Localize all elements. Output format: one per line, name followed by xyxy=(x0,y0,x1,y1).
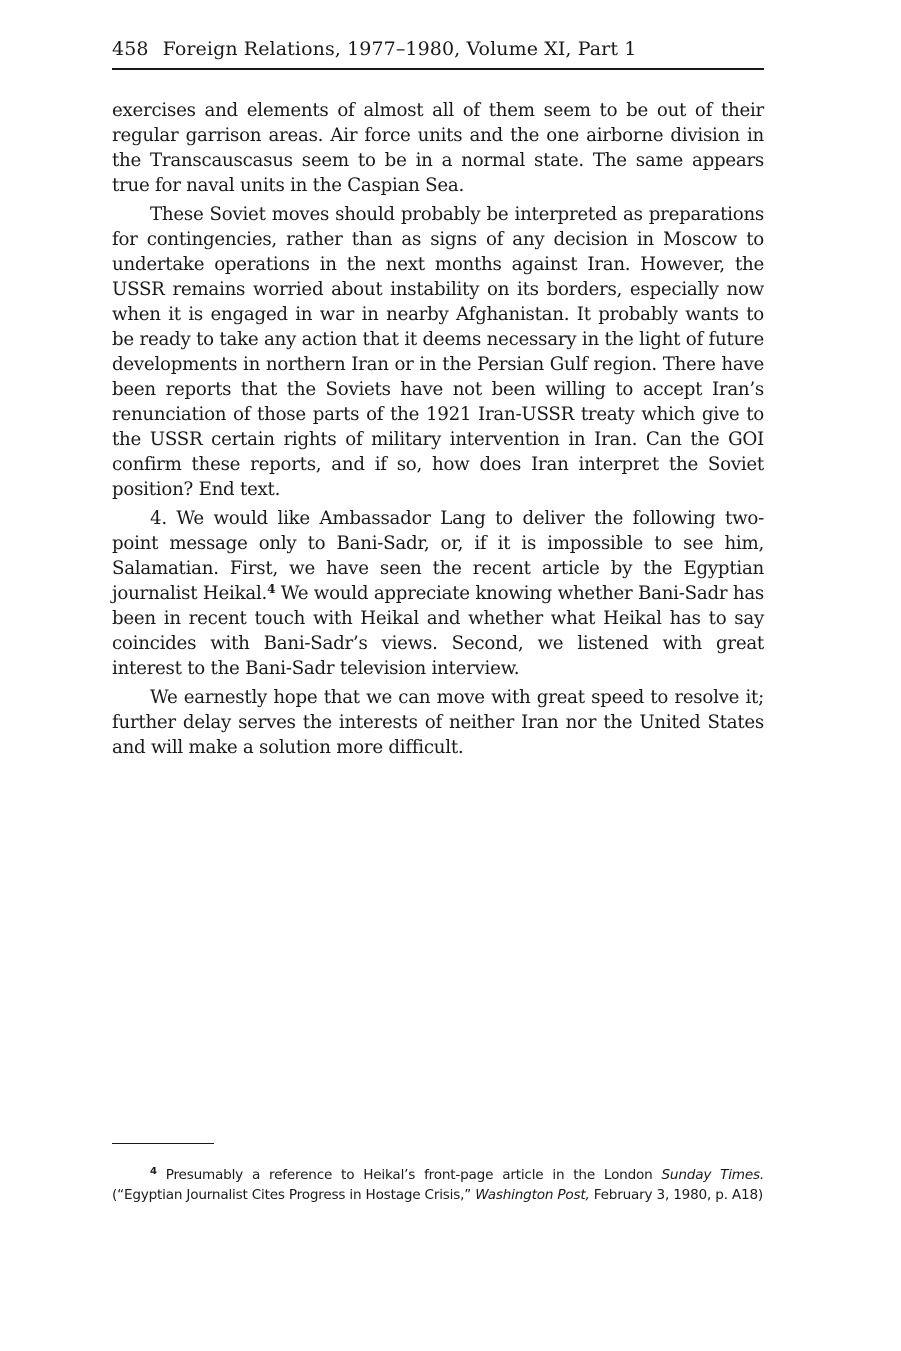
running-head xyxy=(112,38,764,60)
footnote-text-a: Presumably a reference to Heikal’s front-page article in the London xyxy=(156,1167,662,1183)
paragraph-continued: exercises and elements of almost all of them seem to be out of their regular garrison areas. Air force units and the one airborne division in the Transcauscasus seem to be in a normal state. The same appears true for naval units in the Caspian Sea. xyxy=(112,100,764,196)
footnote-reference: 4 xyxy=(267,582,276,596)
page-number: 458 xyxy=(112,38,149,60)
body-text xyxy=(112,98,764,764)
paragraph-point-4-text-b: We would appreciate knowing whether Bani-Sadr has been in recent touch with Heikal and whether what Heikal has to say coincides with Bani-Sadr’s views. Second, we listened with great interest to the Bani-Sadr television interview. xyxy=(112,583,764,679)
paragraph-closing: We earnestly hope that we can move with great speed to resolve it; further delay serves the interests of neither Iran nor the United States and will make a solution more difficult. xyxy=(112,687,764,758)
paragraph-point-4 xyxy=(112,506,764,681)
header-rule xyxy=(112,68,764,70)
footnote-marker: 4 xyxy=(150,1166,157,1177)
footnote xyxy=(112,1166,764,1205)
footnote-source-washington-post: Washington Post, xyxy=(475,1186,590,1203)
running-head-title: Foreign Relations, 1977–1980, Volume XI, Part 1 xyxy=(162,38,637,60)
footnote-text-c: February 3, 1980, p. A18) xyxy=(589,1186,764,1203)
paragraph-soviet-moves: These Soviet moves should probably be interpreted as preparations for contingencies, rather than as signs of any decision in Moscow to undertake operations in the next months against Iran. However, the USSR remains worried about instability on its borders, especially now when it is engaged in war in nearby Afghanistan. It probably wants to be ready to take any action that it deems necessary in the light of future developments in northern Iran or in the Persian Gulf region. There have been reports that the Soviets have not been willing to accept Iran’s renunciation of those parts of the 1921 Iran-USSR treaty which give to the USSR certain rights of military intervention in Iran. Can the GOI confirm these reports, and if so, how does Iran interpret the Soviet position? End text. xyxy=(112,204,764,500)
footnote-text-b: (“Egyptian Journalist Cites Progress in Hostage Crisis,” xyxy=(112,1186,476,1203)
document-page xyxy=(112,0,764,1351)
footnote-4 xyxy=(112,1166,764,1205)
paragraph-point-4-text-a: 4. We would like Ambassador Lang to deliver the following two-point message only to Bani-Sadr, or, if it is impossible to see him, Salamatian. First, we have seen the recent article by the Egyptian journalist Heikal. xyxy=(112,508,764,604)
footnote-source-sunday-times: Sunday Times. xyxy=(661,1167,764,1183)
footnote-rule xyxy=(112,1143,214,1144)
